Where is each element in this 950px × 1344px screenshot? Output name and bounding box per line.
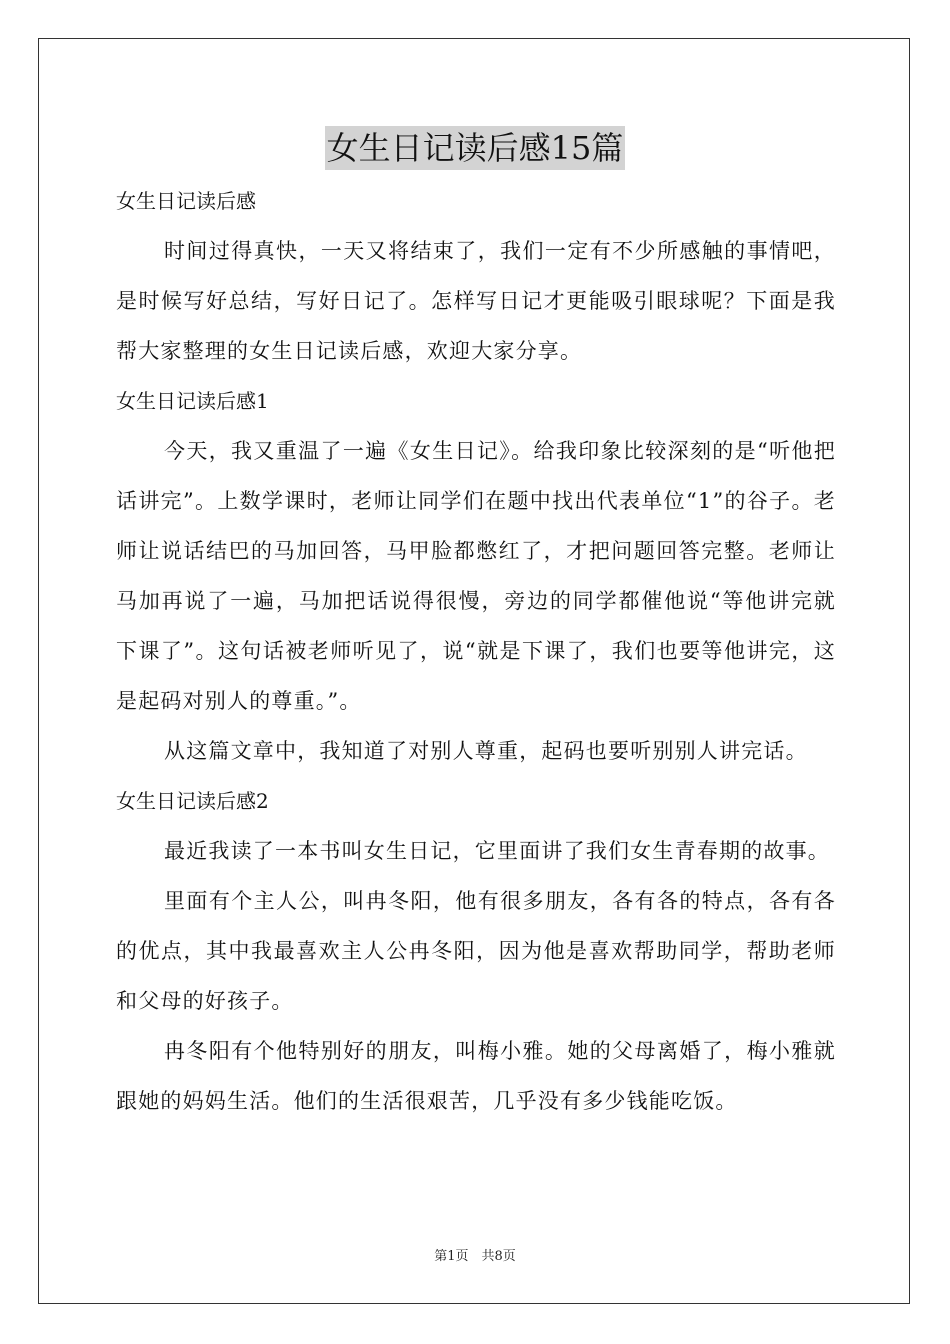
paragraph: 今天，我又重温了一遍《女生日记》。给我印象比较深刻的是“听他把话讲完”。上数学课时，老师让同学们在题中找出代表单位“1”的谷子。老师让说话结巴的马加回答，马甲脸都憋红了，才把问题回答完整。老师让马加再说了一遍，马加把话说得很慢，旁边的同学都催他说“等他讲完就下课了”。这句话被老师听见了，说“就是下课了，我们也要等他讲完，这是起码对别人的尊重。”。 xyxy=(116,439,836,713)
document-title: 女生日记读后感15篇 xyxy=(325,126,626,170)
paragraph: 冉冬阳有个他特别好的朋友，叫梅小雅。她的父母离婚了，梅小雅就跟她的妈妈生活。他们的生活很艰苦，几乎没有多少钱能吃饭。 xyxy=(116,1039,836,1113)
paragraph: 从这篇文章中，我知道了对别人尊重，起码也要听别别人讲完话。 xyxy=(164,739,808,763)
section-heading: 女生日记读后感1 xyxy=(116,389,269,413)
document-body xyxy=(116,176,836,1126)
paragraph: 里面有个主人公，叫冉冬阳，他有很多朋友，各有各的特点，各有各的优点，其中我最喜欢主人公冉冬阳，因为他是喜欢帮助同学，帮助老师和父母的好孩子。 xyxy=(116,889,836,1013)
page-footer: 第1页 共8页 xyxy=(434,1249,516,1264)
title-wrap xyxy=(0,126,950,170)
paragraph: 最近我读了一本书叫女生日记，它里面讲了我们女生青春期的故事。 xyxy=(164,839,830,863)
section-heading: 女生日记读后感 xyxy=(116,189,256,213)
section-heading: 女生日记读后感2 xyxy=(116,789,269,813)
paragraph: 时间过得真快，一天又将结束了，我们一定有不少所感触的事情吧，是时候写好总结，写好日记了。怎样写日记才更能吸引眼球呢？下面是我帮大家整理的女生日记读后感，欢迎大家分享。 xyxy=(116,239,836,363)
